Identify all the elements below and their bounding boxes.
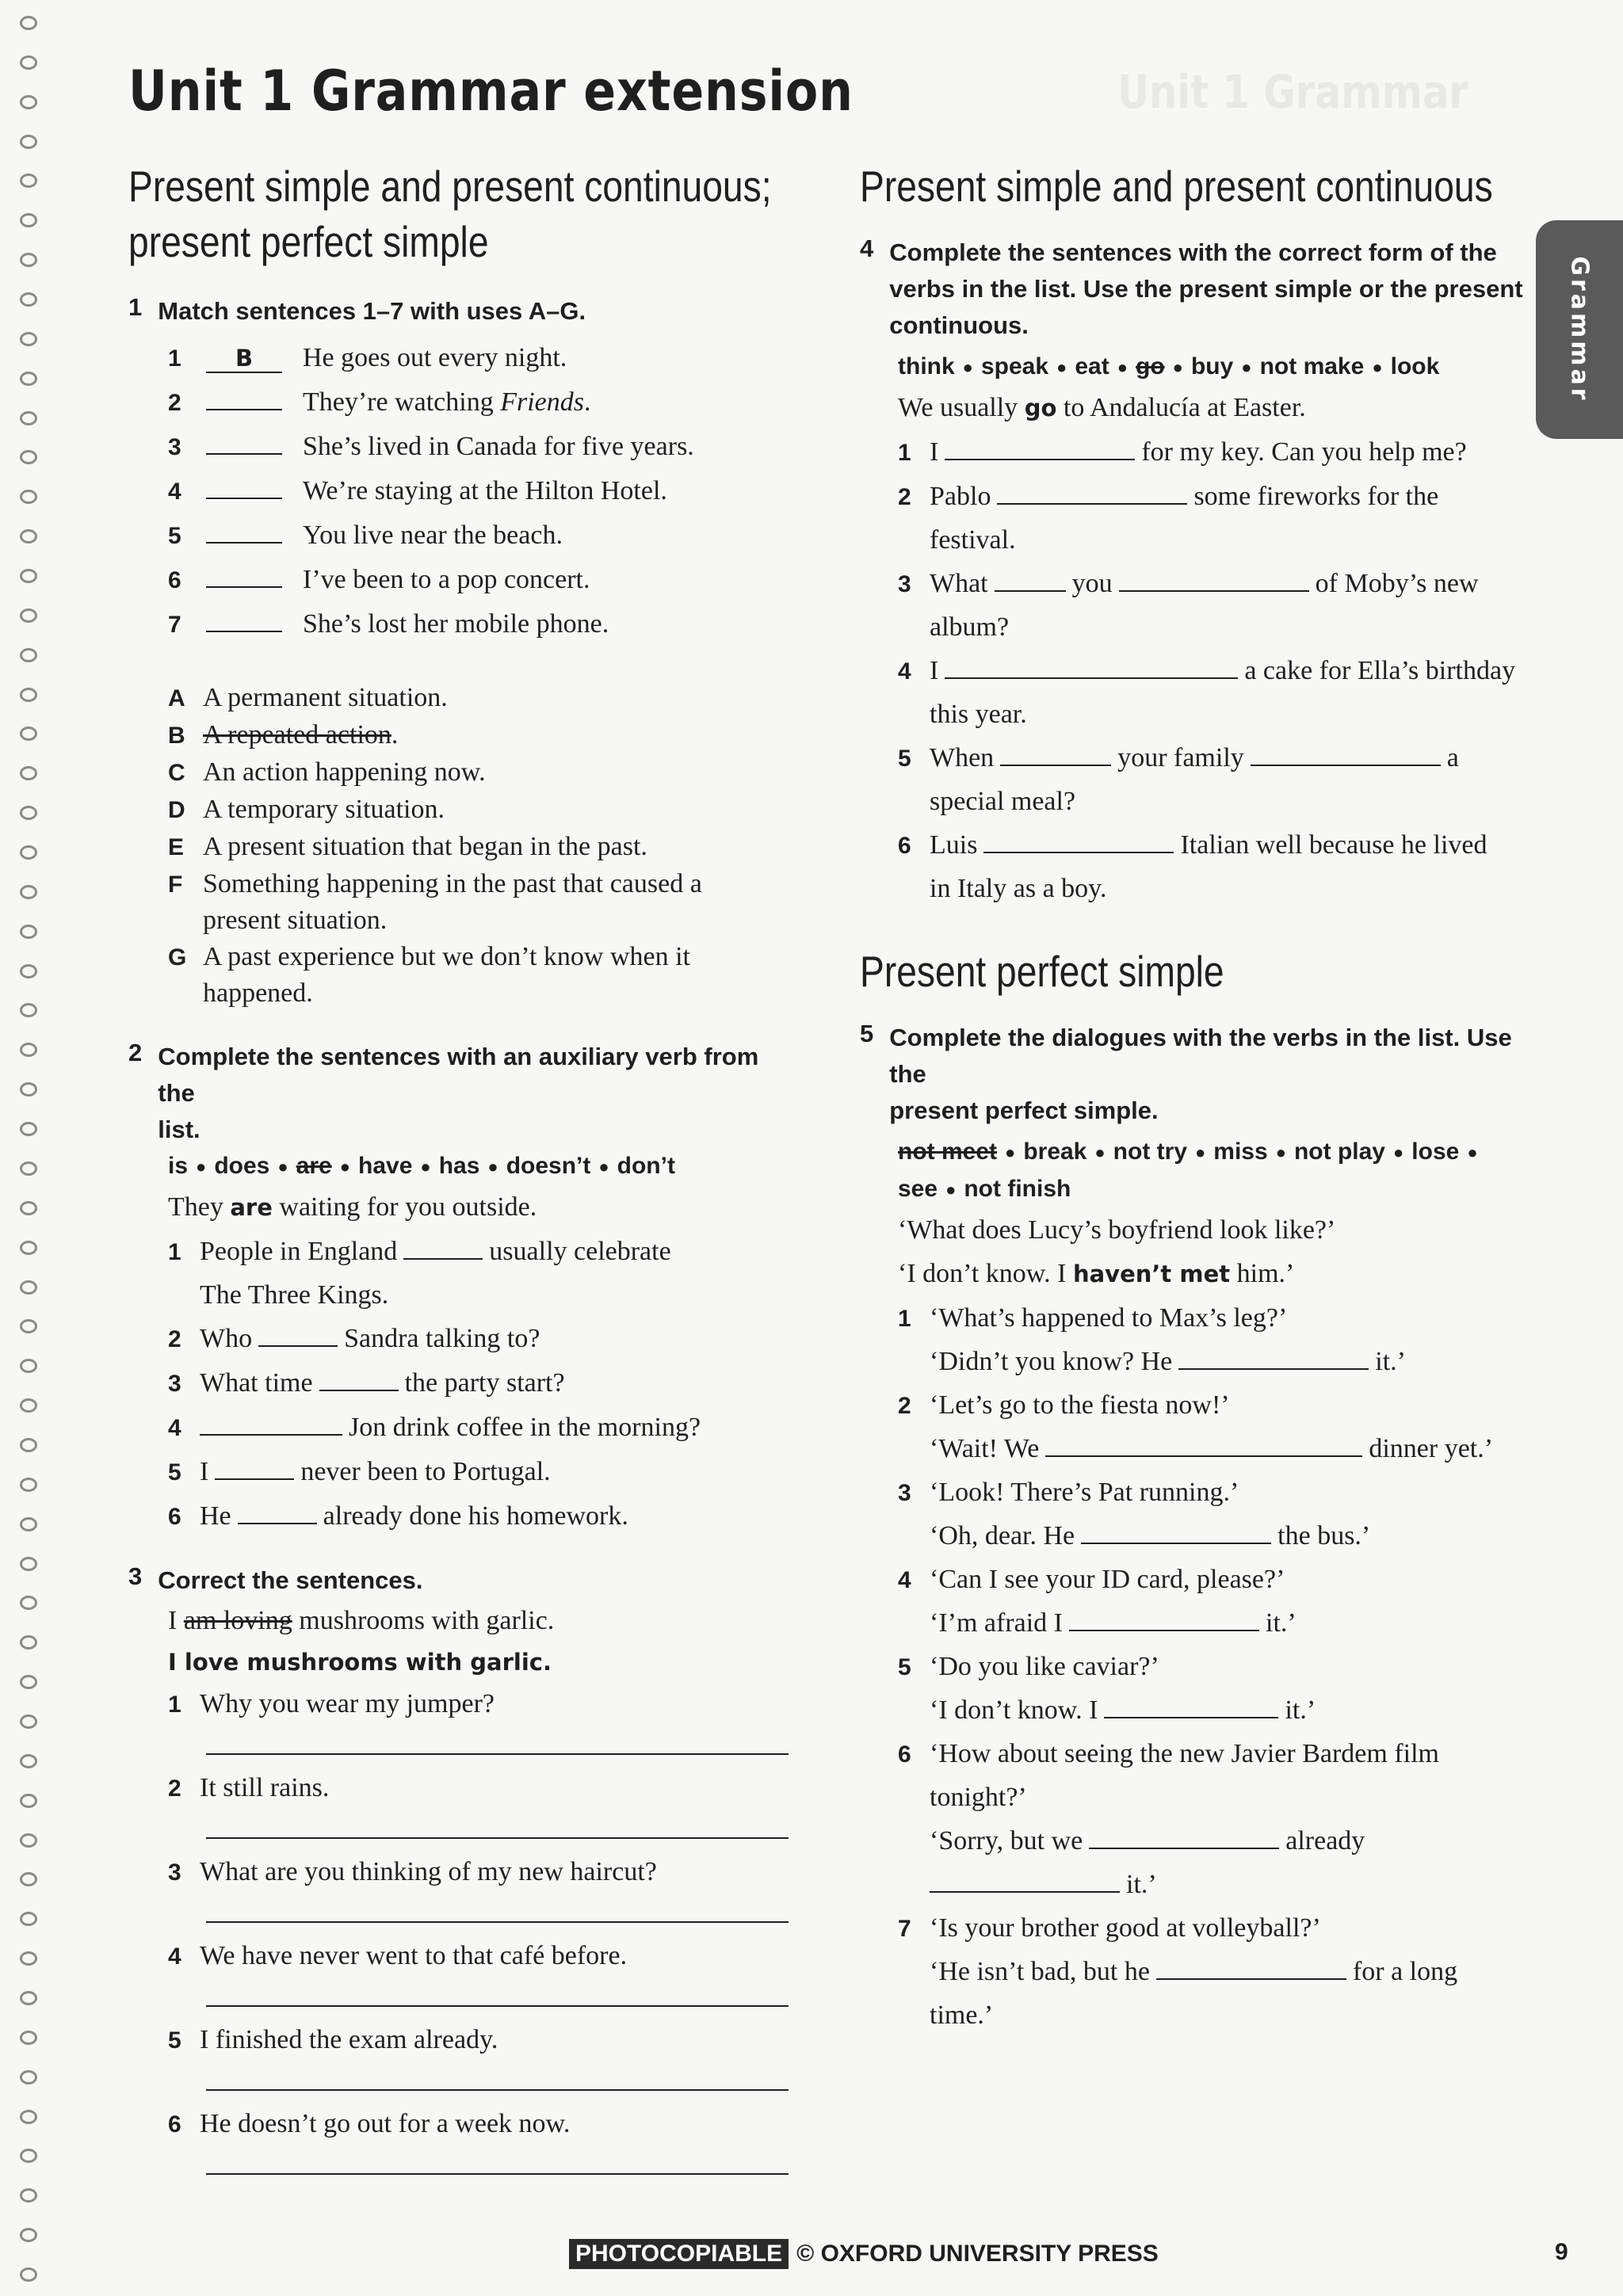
list-item bbox=[168, 469, 802, 513]
answer-blank[interactable] bbox=[206, 385, 282, 410]
dialogue-item: 5 ‘Do you like caviar?’ ‘I don’t know. I it.’ bbox=[898, 1652, 1316, 1726]
answer-blank[interactable] bbox=[258, 1322, 338, 1347]
item-number: 2 bbox=[168, 1326, 181, 1353]
use-text: A past experience but we don’t know when it bbox=[203, 942, 691, 971]
answer-blank[interactable] bbox=[995, 566, 1066, 592]
word-list-item: buy bbox=[1190, 353, 1234, 379]
binding-ring bbox=[20, 1280, 37, 1295]
binding-ring bbox=[20, 95, 37, 109]
exercise-2 bbox=[128, 1039, 802, 1539]
item-text: What time bbox=[200, 1368, 313, 1398]
handwritten-answer: go bbox=[1024, 395, 1057, 422]
answer-line[interactable] bbox=[206, 1894, 789, 1923]
binding-ring bbox=[20, 372, 37, 386]
item-number: 3 bbox=[168, 434, 181, 460]
exercise-4 bbox=[860, 235, 1537, 910]
list-item: 4 I a cake for Ella’s birthday this year. bbox=[898, 649, 1537, 736]
item-text: Why you wear my jumper? bbox=[200, 1689, 495, 1719]
binding-ring bbox=[20, 1635, 37, 1650]
example-sentence bbox=[898, 386, 1537, 430]
list-item bbox=[168, 2018, 802, 2062]
binding-ring bbox=[20, 450, 37, 464]
example-text: him.’ bbox=[1236, 1259, 1295, 1289]
answer-blank[interactable] bbox=[1156, 1955, 1346, 1980]
answer-blank[interactable] bbox=[1178, 1344, 1369, 1370]
exercise-instruction: Complete the sentences with an auxiliary verb from the bbox=[158, 1043, 759, 1107]
example-sentence bbox=[168, 1599, 802, 1642]
page-number: 9 bbox=[1555, 2239, 1568, 2265]
word-list-item: break bbox=[1023, 1138, 1087, 1165]
binding-ring bbox=[20, 925, 37, 939]
exercise-3 bbox=[128, 1562, 802, 2175]
item-text-end: . bbox=[584, 387, 591, 417]
binding-ring bbox=[20, 490, 37, 504]
binding-ring bbox=[20, 2070, 37, 2084]
word-list-item: does bbox=[214, 1153, 270, 1179]
answer-blank[interactable] bbox=[206, 429, 282, 455]
section-tab-label: Grammar bbox=[1565, 256, 1594, 403]
answer-blank[interactable] bbox=[206, 607, 282, 632]
exercise-instruction-continued: present perfect simple. bbox=[889, 1097, 1159, 1125]
exercise-number: 1 bbox=[128, 293, 143, 321]
example-crossed-out: am loving bbox=[183, 1606, 292, 1636]
binding-ring bbox=[20, 1161, 37, 1176]
use-letter: E bbox=[168, 834, 185, 860]
use-text-continued: happened. bbox=[203, 978, 313, 1008]
word-list-item: not make bbox=[1259, 353, 1365, 379]
list-item bbox=[168, 1850, 802, 1894]
binding-ring bbox=[20, 1675, 37, 1689]
use-letter: D bbox=[168, 797, 185, 823]
example-text: ‘I don’t know. I bbox=[898, 1259, 1067, 1289]
answer-blank[interactable] bbox=[930, 1867, 1120, 1893]
list-item bbox=[168, 425, 802, 469]
binding-ring bbox=[20, 332, 37, 346]
use-letter: A bbox=[168, 685, 185, 711]
left-column bbox=[128, 158, 802, 2175]
use-text-continued: present situation. bbox=[203, 906, 388, 935]
list-item: 2 Pablo some fireworks for the festival. bbox=[898, 475, 1537, 562]
dialogue-item: 3 ‘Look! There’s Pat running.’ ‘Oh, dear. He the bus.’ bbox=[898, 1478, 1371, 1551]
word-list: think ● speak ● eat ● go ● buy ● not make ● look bbox=[898, 353, 1440, 379]
binding-ring bbox=[20, 2110, 37, 2124]
item-text: He doesn’t go out for a week now. bbox=[200, 2109, 571, 2139]
footer bbox=[569, 2239, 1159, 2269]
answer-blank[interactable] bbox=[1251, 741, 1441, 766]
binding-ring bbox=[20, 253, 37, 267]
answer-blank[interactable] bbox=[206, 345, 282, 373]
list-item bbox=[168, 1361, 802, 1405]
item-text: We have never went to that café before. bbox=[200, 1941, 628, 1971]
binding-ring bbox=[20, 135, 37, 149]
word-list-item: miss bbox=[1213, 1138, 1268, 1165]
binding-ring bbox=[20, 1398, 37, 1413]
use-item bbox=[168, 829, 802, 866]
use-text-crossed-out: A repeated action bbox=[203, 720, 391, 749]
binding-ring bbox=[20, 845, 37, 860]
dialogue-item: 6 ‘How about seeing the new Javier Bardem film tonight?’ ‘Sorry, but we already it.’ bbox=[898, 1739, 1439, 1900]
item-number: 5 bbox=[168, 2027, 181, 2054]
binding-ring bbox=[20, 964, 37, 978]
list-item bbox=[168, 1450, 802, 1494]
binding-ring bbox=[20, 2031, 37, 2045]
word-list-item: see bbox=[898, 1176, 938, 1203]
item-text: He bbox=[200, 1501, 231, 1531]
item-number: 1 bbox=[168, 345, 181, 372]
show-through-text: Unit 1 Grammar bbox=[1117, 65, 1468, 119]
binding-ring bbox=[20, 16, 37, 30]
binding-ring bbox=[20, 1714, 37, 1729]
use-text: A temporary situation. bbox=[203, 795, 445, 824]
item-number: 1 bbox=[168, 1239, 181, 1266]
dialogue-item: 2 ‘Let’s go to the fiesta now!’ ‘Wait! We dinner yet.’ bbox=[898, 1390, 1494, 1464]
exercise-5 bbox=[860, 1020, 1537, 2037]
item-number: 6 bbox=[168, 2111, 181, 2138]
list-item bbox=[168, 1766, 802, 1810]
item-number: 5 bbox=[168, 1459, 181, 1486]
answer-blank[interactable] bbox=[200, 1410, 342, 1436]
exercise-instruction-continued: list. bbox=[158, 1116, 200, 1143]
exercise-instruction-continued: verbs in the list. Use the present simple or the present bbox=[889, 275, 1523, 303]
item-number: 7 bbox=[168, 612, 181, 638]
use-text: Something happening in the past that caused a bbox=[203, 869, 702, 898]
binding-ring bbox=[20, 2267, 37, 2282]
section-heading-left: Present simple and present continuous; bbox=[128, 162, 772, 211]
exercise-instruction: Complete the dialogues with the verbs in the list. Use the bbox=[889, 1024, 1512, 1089]
example-text: They bbox=[168, 1192, 223, 1222]
use-letter: G bbox=[168, 944, 187, 971]
word-list-item: not finish bbox=[964, 1176, 1071, 1203]
item-text: Sandra talking to? bbox=[344, 1324, 540, 1354]
item-number: 4 bbox=[168, 1415, 181, 1442]
right-column bbox=[860, 158, 1537, 2037]
list-item bbox=[168, 1494, 802, 1539]
handwritten-answer: I love mushrooms with garlic. bbox=[168, 1649, 552, 1676]
exercise-number: 3 bbox=[128, 1562, 143, 1591]
binding-ring bbox=[20, 569, 37, 583]
item-text: the party start? bbox=[404, 1368, 565, 1398]
word-list-item: has bbox=[438, 1153, 480, 1179]
list-item bbox=[168, 602, 802, 646]
answer-blank[interactable] bbox=[1000, 741, 1111, 766]
binding-ring bbox=[20, 1122, 37, 1136]
handwritten-answer: haven’t met bbox=[1072, 1261, 1231, 1288]
item-text: usually celebrate bbox=[489, 1237, 671, 1267]
binding-ring bbox=[20, 1082, 37, 1097]
binding-ring bbox=[20, 1478, 37, 1492]
example-text: to Andalucía at Easter. bbox=[1063, 393, 1306, 423]
word-list: not meet ● break ● not try ● miss ● not play ● lose ● see ● not finish bbox=[898, 1138, 1478, 1203]
example-text: We usually bbox=[898, 393, 1018, 423]
use-text: A permanent situation. bbox=[203, 683, 448, 712]
example-text: I bbox=[168, 1606, 178, 1636]
word-list-item: not try bbox=[1113, 1138, 1187, 1165]
word-list-item: not play bbox=[1293, 1138, 1385, 1165]
example-text: mushrooms with garlic. bbox=[299, 1606, 555, 1636]
item-number: 2 bbox=[168, 390, 181, 416]
item-number: 4 bbox=[168, 1943, 181, 1970]
list-item bbox=[168, 1405, 802, 1450]
use-text: A present situation that began in the past. bbox=[203, 832, 647, 861]
word-list-item: think bbox=[898, 353, 955, 379]
answer-line[interactable] bbox=[206, 2062, 789, 2091]
page-title: Unit 1 Grammar extension bbox=[128, 59, 854, 124]
exercise-instruction: Match sentences 1–7 with uses A–G. bbox=[158, 297, 586, 325]
answer-blank[interactable] bbox=[215, 1455, 294, 1480]
binding-ring bbox=[20, 213, 37, 227]
word-list: is ● does ● are ● have ● has ● doesn’t ● don’t bbox=[168, 1153, 675, 1179]
exercise-number: 4 bbox=[860, 235, 874, 262]
word-list-item-used: not meet bbox=[898, 1138, 998, 1165]
use-letter: B bbox=[168, 723, 185, 749]
binding-ring bbox=[20, 529, 37, 543]
answer-blank[interactable] bbox=[238, 1499, 317, 1524]
spiral-binding bbox=[11, 16, 46, 2282]
list-item: 3 What you of Moby’s new album? bbox=[898, 562, 1537, 649]
binding-ring bbox=[20, 766, 37, 780]
use-letter: F bbox=[168, 871, 183, 898]
answer-blank[interactable] bbox=[403, 1234, 483, 1260]
binding-ring bbox=[20, 55, 37, 70]
list-item bbox=[168, 1934, 802, 1978]
item-text: already done his homework. bbox=[323, 1501, 628, 1531]
copyright-text: © OXFORD UNIVERSITY PRESS bbox=[796, 2241, 1159, 2267]
use-item bbox=[168, 717, 802, 754]
answer-blank[interactable] bbox=[945, 435, 1135, 460]
item-text: What are you thinking of my new haircut? bbox=[200, 1857, 657, 1887]
item-number: 5 bbox=[168, 523, 181, 549]
list-item: 5 When your family a special meal? bbox=[898, 736, 1537, 823]
dialogue-item: 1 ‘What’s happened to Max’s leg?’ ‘Didn’t you know? He it.’ bbox=[898, 1303, 1406, 1377]
binding-ring bbox=[20, 1517, 37, 1531]
section-heading-right-2: Present perfect simple bbox=[860, 947, 1224, 997]
word-list-item: is bbox=[168, 1153, 189, 1179]
list-item bbox=[168, 380, 802, 425]
use-item bbox=[168, 939, 802, 1012]
item-text: You live near the beach. bbox=[303, 521, 563, 550]
answer-blank[interactable] bbox=[1119, 566, 1309, 592]
binding-ring bbox=[20, 1872, 37, 1886]
use-text: An action happening now. bbox=[203, 757, 486, 787]
list-item: 1 I for my key. Can you help me? bbox=[898, 430, 1537, 475]
exercise-1 bbox=[128, 293, 802, 1012]
binding-ring bbox=[20, 2149, 37, 2163]
item-text: I’ve been to a pop concert. bbox=[303, 565, 590, 594]
answer-line[interactable] bbox=[206, 2146, 789, 2175]
answer-blank[interactable] bbox=[206, 474, 282, 499]
section-heading-right-1: Present simple and present continuous bbox=[860, 162, 1493, 211]
binding-ring bbox=[20, 292, 37, 307]
item-text-italic: Friends bbox=[500, 387, 585, 417]
list-item bbox=[168, 1317, 802, 1361]
exercise-instruction-continued: continuous. bbox=[889, 311, 1029, 339]
binding-ring bbox=[20, 1754, 37, 1768]
binding-ring bbox=[20, 1043, 37, 1057]
item-number: 3 bbox=[168, 1859, 181, 1886]
item-number: 2 bbox=[168, 1775, 181, 1802]
list-item bbox=[168, 336, 802, 380]
answer-blank[interactable] bbox=[1104, 1693, 1278, 1718]
item-text: He goes out every night. bbox=[303, 343, 567, 372]
use-letter: C bbox=[168, 760, 185, 786]
item-number: 4 bbox=[168, 479, 181, 505]
binding-ring bbox=[20, 1201, 37, 1215]
list-item bbox=[168, 558, 802, 602]
answer-blank[interactable] bbox=[319, 1366, 399, 1391]
item-text: Who bbox=[200, 1324, 253, 1354]
answer-line[interactable] bbox=[206, 1810, 789, 1839]
exercise-number: 5 bbox=[860, 1020, 874, 1048]
word-list-item-used: are bbox=[296, 1153, 332, 1179]
answer-line[interactable] bbox=[206, 1978, 789, 2007]
section-tab bbox=[1536, 220, 1623, 439]
photocopiable-badge: PHOTOCOPIABLE bbox=[569, 2239, 789, 2269]
use-text-end: . bbox=[391, 720, 399, 749]
list-item bbox=[168, 513, 802, 558]
item-text: We’re staying at the Hilton Hotel. bbox=[303, 476, 667, 505]
exercise-instruction: Correct the sentences. bbox=[158, 1566, 423, 1595]
list-item bbox=[168, 1230, 802, 1317]
word-list-item: look bbox=[1390, 353, 1440, 379]
use-item bbox=[168, 866, 802, 939]
word-list-item: don’t bbox=[617, 1153, 675, 1179]
answer-blank[interactable] bbox=[206, 518, 282, 543]
use-item bbox=[168, 754, 802, 791]
item-text: I finished the exam already. bbox=[200, 2025, 498, 2055]
item-text-continued: The Three Kings. bbox=[200, 1280, 389, 1310]
section-heading-left-line2: present perfect simple bbox=[128, 217, 489, 266]
answer-blank[interactable] bbox=[1069, 1606, 1259, 1631]
dialogue-item: 4 ‘Can I see your ID card, please?’ ‘I’m afraid I it.’ bbox=[898, 1565, 1296, 1638]
item-number: 6 bbox=[168, 1504, 181, 1531]
uses-list bbox=[168, 680, 802, 1012]
word-list-item: eat bbox=[1075, 353, 1109, 379]
handwritten-answer: are bbox=[230, 1194, 273, 1222]
item-text: They’re watching bbox=[303, 387, 501, 417]
binding-ring bbox=[20, 1438, 37, 1452]
item-text: I bbox=[200, 1457, 209, 1487]
item-number: 1 bbox=[168, 1691, 181, 1718]
exercise-number: 2 bbox=[128, 1039, 143, 1066]
item-text: never been to Portugal. bbox=[300, 1457, 551, 1487]
binding-ring bbox=[20, 2228, 37, 2242]
dialogue-item: 7 ‘Is your brother good at volleyball?’ ‘He isn’t bad, but he for a long time.’ bbox=[898, 1913, 1458, 2031]
item-number: 3 bbox=[168, 1371, 181, 1398]
answer-blank[interactable] bbox=[1045, 1432, 1362, 1457]
binding-ring bbox=[20, 1241, 37, 1255]
item-text: It still rains. bbox=[200, 1773, 330, 1803]
binding-ring bbox=[20, 1003, 37, 1017]
example-sentence bbox=[168, 1185, 802, 1230]
binding-ring bbox=[20, 1991, 37, 2005]
list-item: 6 Luis Italian well because he lived in Italy as a boy. bbox=[898, 823, 1537, 910]
answer-blank[interactable] bbox=[1089, 1824, 1279, 1849]
example-answer bbox=[898, 1252, 1537, 1296]
binding-ring bbox=[20, 1951, 37, 1966]
item-text: Jon drink coffee in the morning? bbox=[349, 1413, 701, 1443]
word-list-item-used: go bbox=[1136, 353, 1165, 379]
answer-blank[interactable] bbox=[983, 828, 1174, 853]
binding-ring bbox=[20, 1557, 37, 1571]
answer-blank[interactable] bbox=[997, 479, 1187, 505]
answer-blank[interactable] bbox=[1081, 1519, 1271, 1544]
list-item bbox=[168, 1682, 802, 1726]
item-text: People in England bbox=[200, 1237, 398, 1267]
exercise-instruction: Complete the sentences with the correct form of the bbox=[889, 238, 1497, 266]
word-list-item: doesn’t bbox=[506, 1153, 591, 1179]
binding-ring bbox=[20, 411, 37, 425]
item-text: She’s lived in Canada for five years. bbox=[303, 432, 694, 461]
use-item bbox=[168, 791, 802, 829]
binding-ring bbox=[20, 1319, 37, 1333]
list-item bbox=[168, 2102, 802, 2146]
binding-ring bbox=[20, 1912, 37, 1926]
example-text: waiting for you outside. bbox=[279, 1192, 537, 1222]
binding-ring bbox=[20, 2188, 37, 2203]
answer-blank[interactable] bbox=[206, 563, 282, 588]
word-list-item: have bbox=[358, 1153, 413, 1179]
word-list-item: lose bbox=[1411, 1138, 1460, 1165]
answer-line[interactable] bbox=[206, 1726, 789, 1755]
use-item bbox=[168, 680, 802, 717]
binding-ring bbox=[20, 727, 37, 741]
binding-ring bbox=[20, 1359, 37, 1373]
binding-ring bbox=[20, 1596, 37, 1610]
binding-ring bbox=[20, 806, 37, 820]
binding-ring bbox=[20, 608, 37, 623]
handwritten-answer: B bbox=[235, 345, 254, 372]
item-text: She’s lost her mobile phone. bbox=[303, 609, 609, 639]
binding-ring bbox=[20, 688, 37, 702]
binding-ring bbox=[20, 885, 37, 899]
word-list-item: speak bbox=[980, 353, 1049, 379]
binding-ring bbox=[20, 1833, 37, 1848]
item-number: 6 bbox=[168, 567, 181, 593]
binding-ring bbox=[20, 648, 37, 662]
binding-ring bbox=[20, 1794, 37, 1808]
example-question: ‘What does Lucy’s boyfriend look like?’ bbox=[898, 1215, 1336, 1245]
answer-blank[interactable] bbox=[945, 654, 1238, 679]
binding-ring bbox=[20, 174, 37, 188]
